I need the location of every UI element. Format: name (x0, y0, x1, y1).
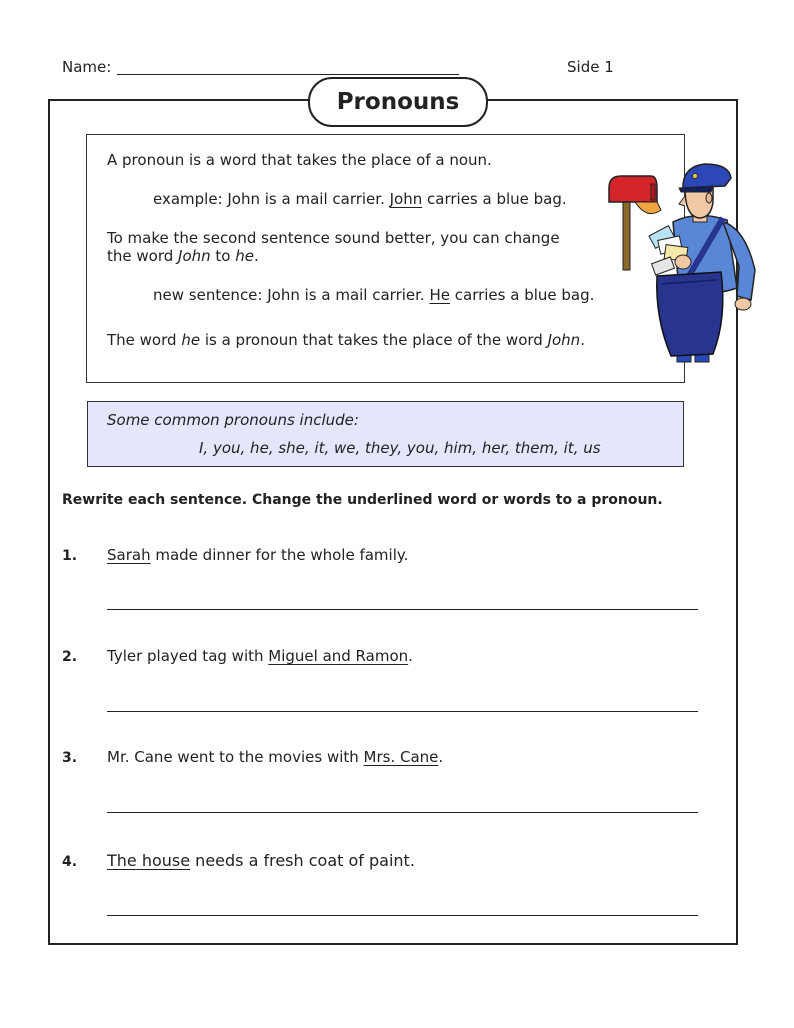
change-mid: to (210, 247, 236, 265)
intro-definition: A pronoun is a word that takes the place of a noun. (107, 151, 492, 169)
instructions: Rewrite each sentence. Change the underlined word or words to a pronoun. (62, 492, 663, 508)
sentence-before: Tyler played tag with (107, 647, 269, 665)
sentence-after: made dinner for the whole family. (150, 546, 409, 564)
sentence-underlined: Miguel and Ramon (268, 647, 409, 665)
sentence-underlined: Mrs. Cane (363, 748, 439, 766)
answer-line[interactable] (107, 609, 698, 610)
example-suffix: carries a blue bag. (422, 190, 567, 208)
sentence-after: . (438, 748, 444, 766)
intro-change-line1: To make the second sentence sound better, you can change (107, 229, 560, 247)
question-sentence (107, 546, 408, 565)
pronoun-list: I, you, he, she, it, we, they, you, him, her, them, it, us (199, 439, 601, 457)
sentence-before: Mr. Cane went to the movies with (107, 748, 364, 766)
new-suffix: carries a blue bag. (449, 286, 595, 304)
change-word-john: John (178, 247, 211, 265)
final-word-he: he (181, 331, 201, 349)
page-title-text: Pronouns (336, 89, 460, 115)
answer-line[interactable] (107, 711, 698, 712)
question-number: 4. (62, 854, 78, 870)
final-word-john: John (547, 331, 581, 349)
final-prefix: The word (107, 331, 182, 349)
final-end: . (580, 331, 585, 349)
question-sentence (107, 748, 443, 767)
page-title (308, 77, 488, 127)
name-blank-line[interactable] (117, 74, 459, 75)
intro-new-sentence (153, 286, 594, 305)
question-number: 2. (62, 649, 78, 665)
answer-line[interactable] (107, 915, 698, 916)
pronoun-heading: Some common pronouns include: (107, 411, 359, 429)
change-end: . (254, 247, 259, 265)
intro-change-line2 (107, 247, 259, 266)
sentence-after: . (408, 647, 413, 665)
question-sentence (107, 851, 415, 870)
name-label: Name: (62, 58, 112, 76)
intro-conclusion (107, 331, 585, 350)
example-underlined: John (389, 190, 423, 208)
question-number: 1. (62, 548, 78, 564)
sentence-underlined: The house (107, 851, 191, 870)
intro-example (153, 190, 567, 209)
side-label: Side 1 (567, 58, 614, 76)
question-sentence (107, 647, 413, 666)
answer-line[interactable] (107, 812, 698, 813)
new-prefix: new sentence: John is a mail carrier. (153, 286, 430, 304)
mail-carrier-icon (605, 158, 765, 368)
final-mid: is a pronoun that takes the place of the word (200, 331, 548, 349)
change-prefix: the word (107, 247, 179, 265)
new-underlined: He (429, 286, 450, 304)
example-prefix: example: John is a mail carrier. (153, 190, 390, 208)
sentence-after: needs a fresh coat of paint. (190, 851, 415, 870)
sentence-underlined: Sarah (107, 546, 151, 564)
change-word-he: he (235, 247, 255, 265)
question-number: 3. (62, 750, 78, 766)
